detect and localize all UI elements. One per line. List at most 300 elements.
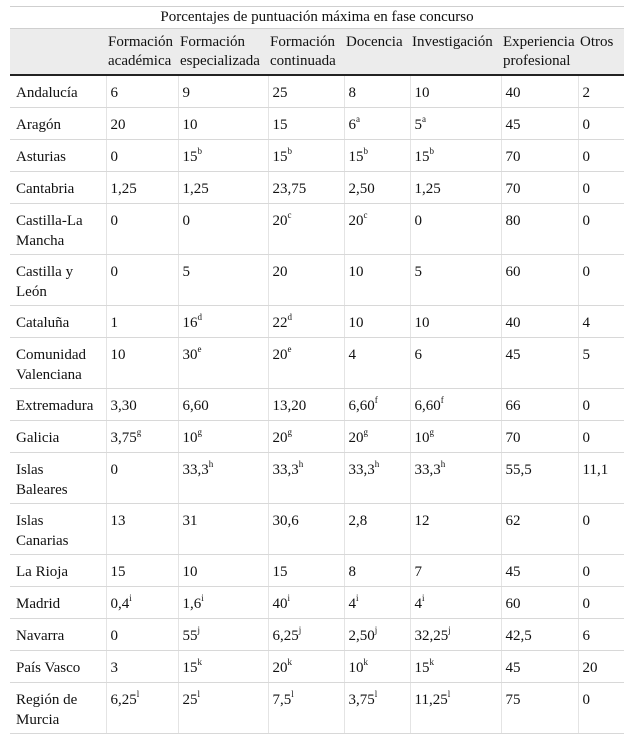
cell-value: 23,75 [272,181,307,197]
cell-value: 6 [582,628,590,644]
footnote-marker: d [197,312,202,322]
value-cell [501,504,578,555]
footnote-marker: g [197,427,202,437]
cell-value: 6,25 [272,628,299,644]
table-row [10,587,624,619]
value-cell [268,619,344,651]
cell-value: 33,3 [182,462,209,478]
cell-value: 45 [505,117,521,133]
cell-value: 10 [182,430,198,446]
header-row [10,29,624,75]
region-name: Madrid [16,596,61,612]
footnote-marker: i [201,593,204,603]
value-cell [268,108,344,140]
cell-value: 10 [348,264,364,280]
value-cell [106,204,178,255]
cell-value: 4 [348,347,356,363]
value-cell [106,389,178,421]
column-header [344,29,410,75]
cell-value: 6,60 [182,398,209,414]
cell-value: 20 [110,117,126,133]
footnote-marker: i [356,593,359,603]
footnote-marker: l [374,689,378,699]
cell-value: 0 [582,564,590,580]
cell-value: 12 [414,513,430,529]
footnote-marker: f [440,395,444,405]
cell-value: 6 [348,117,356,133]
cell-value: 2 [582,85,590,101]
cell-value: 30 [182,347,198,363]
cell-value: 62 [505,513,521,529]
cell-value: 6,25 [110,692,137,708]
value-cell [344,555,410,587]
cell-value: 4 [348,596,356,612]
cell-value: 5 [414,264,422,280]
value-cell [268,651,344,683]
table-title: Porcentajes de puntuación máxima en fase concurso [10,6,624,29]
column-header [10,29,106,75]
cell-value: 70 [505,149,521,165]
region-cell [10,453,106,504]
value-cell [410,140,501,172]
value-cell [178,683,268,734]
value-cell [410,651,501,683]
region-name: Canarias [16,533,69,549]
value-cell [578,172,624,204]
value-cell [344,389,410,421]
value-cell [178,204,268,255]
value-cell [178,651,268,683]
cell-value: 10 [414,430,430,446]
column-header [268,29,344,75]
cell-value: 10 [182,117,198,133]
column-header [410,29,501,75]
value-cell [344,453,410,504]
value-cell [501,306,578,338]
column-header [106,29,178,75]
cell-value: 6,60 [348,398,375,414]
value-cell [501,421,578,453]
value-cell [578,619,624,651]
region-cell [10,172,106,204]
value-cell [106,453,178,504]
value-cell [344,75,410,108]
cell-value: 2,8 [348,513,368,529]
cell-value: 10 [414,85,430,101]
cell-value: 4 [414,596,422,612]
value-cell [268,306,344,338]
cell-value: 0 [414,213,422,229]
cell-value: 3 [110,660,118,676]
cell-value: 1,25 [414,181,441,197]
region-name: Región de [16,692,78,708]
value-cell [501,338,578,389]
table-row [10,421,624,453]
footnote-marker: k [287,657,292,667]
value-cell [501,172,578,204]
region-cell [10,421,106,453]
value-cell [178,255,268,306]
column-header [578,29,624,75]
region-cell [10,140,106,172]
cell-value: 15 [272,149,288,165]
cell-value: 3,30 [110,398,137,414]
value-cell [268,453,344,504]
cell-value: 0 [182,213,190,229]
value-cell [578,453,624,504]
cell-value: 10 [110,347,126,363]
value-cell [344,587,410,619]
value-cell [106,338,178,389]
value-cell [501,453,578,504]
cell-value: 40 [272,596,288,612]
value-cell [344,504,410,555]
value-cell [578,140,624,172]
cell-value: 0 [110,462,118,478]
cell-value: 10 [414,315,430,331]
column-header-line: Docencia [346,34,403,50]
region-name: Extremadura [16,398,94,414]
cell-value: 40 [505,315,521,331]
value-cell [178,555,268,587]
table-row [10,306,624,338]
value-cell [106,140,178,172]
region-cell [10,504,106,555]
value-cell [410,587,501,619]
cell-value: 16 [182,315,198,331]
value-cell [410,255,501,306]
value-cell [268,75,344,108]
cell-value: 33,3 [414,462,441,478]
value-cell [106,75,178,108]
value-cell [178,504,268,555]
table-row [10,204,624,255]
table-body [10,75,624,734]
table-row [10,651,624,683]
table-row [10,255,624,306]
region-cell [10,255,106,306]
cell-value: 20 [348,213,364,229]
cell-value: 55,5 [505,462,532,478]
cell-value: 25 [272,85,288,101]
value-cell [410,204,501,255]
value-cell [268,338,344,389]
cell-value: 15 [414,149,430,165]
cell-value: 42,5 [505,628,532,644]
footnote-marker: d [287,312,292,322]
footnote-marker: b [363,146,368,156]
cell-value: 1,25 [182,181,209,197]
value-cell [501,587,578,619]
cell-value: 33,3 [272,462,299,478]
value-cell [410,555,501,587]
cell-value: 0 [582,149,590,165]
value-cell [106,255,178,306]
value-cell [501,108,578,140]
cell-value: 25 [182,692,198,708]
table-row [10,389,624,421]
value-cell [410,619,501,651]
value-cell [106,587,178,619]
value-cell [578,683,624,734]
column-header-line: académica [108,53,172,69]
footnote-marker: b [287,146,292,156]
cell-value: 8 [348,85,356,101]
footnote-marker: h [298,459,304,469]
value-cell [344,204,410,255]
cell-value: 20 [272,213,288,229]
value-cell [501,255,578,306]
region-cell [10,108,106,140]
cell-value: 2,50 [348,181,375,197]
cell-value: 40 [505,85,521,101]
cell-value: 0 [110,264,118,280]
value-cell [178,587,268,619]
cell-value: 15 [110,564,126,580]
cell-value: 13,20 [272,398,307,414]
value-cell [501,555,578,587]
cell-value: 5 [182,264,190,280]
footnote-marker: b [429,146,434,156]
region-name: Islas [16,462,44,478]
cell-value: 55 [182,628,198,644]
value-cell [410,75,501,108]
column-header-line: Otros [580,34,614,50]
value-cell [344,421,410,453]
region-name: Islas [16,513,44,529]
value-cell [178,619,268,651]
cell-value: 10 [348,315,364,331]
region-cell [10,389,106,421]
footnote-marker: k [429,657,434,667]
cell-value: 60 [505,596,521,612]
cell-value: 15 [272,117,288,133]
region-name: País Vasco [16,660,81,676]
region-name: Valenciana [16,367,82,383]
footnote-marker: a [356,114,360,124]
region-name: Asturias [16,149,66,165]
footnote-marker: k [197,657,202,667]
cell-value: 20 [272,660,288,676]
region-name: Comunidad [16,347,86,363]
column-header-line: Investigación [412,34,493,50]
value-cell [178,389,268,421]
column-header-line: especializada [180,53,260,69]
table-row [10,683,624,734]
cell-value: 22 [272,315,288,331]
footnote-marker: h [208,459,214,469]
value-cell [106,651,178,683]
value-cell [578,108,624,140]
footnote-marker: i [129,593,132,603]
table-row [10,453,624,504]
value-cell [268,204,344,255]
cell-value: 30,6 [272,513,299,529]
cell-value: 0 [582,513,590,529]
cell-value: 32,25 [414,628,449,644]
value-cell [501,619,578,651]
column-header [178,29,268,75]
cell-value: 70 [505,430,521,446]
cell-value: 15 [348,149,364,165]
footnote-marker: h [374,459,380,469]
column-header-line: continuada [270,53,336,69]
value-cell [268,683,344,734]
value-cell [178,306,268,338]
column-header-line: profesional [503,53,571,69]
value-cell [344,651,410,683]
value-cell [106,421,178,453]
region-name: Baleares [16,482,68,498]
value-cell [410,453,501,504]
value-cell [268,504,344,555]
value-cell [501,140,578,172]
cell-value: 0 [582,117,590,133]
footnote-marker: a [422,114,426,124]
value-cell [410,389,501,421]
footnote-marker: g [429,427,434,437]
cell-value: 6 [414,347,422,363]
cell-value: 1,6 [182,596,202,612]
cell-value: 8 [348,564,356,580]
value-cell [268,389,344,421]
value-cell [410,172,501,204]
cell-value: 10 [182,564,198,580]
value-cell [178,140,268,172]
cell-value: 0,4 [110,596,130,612]
value-cell [410,421,501,453]
region-name: León [16,284,47,300]
cell-value: 15 [272,564,288,580]
cell-value: 66 [505,398,521,414]
scores-table [10,29,624,734]
cell-value: 1,25 [110,181,137,197]
region-cell [10,338,106,389]
cell-value: 45 [505,660,521,676]
table-container [10,6,624,734]
cell-value: 80 [505,213,521,229]
cell-value: 6 [110,85,118,101]
region-name: Navarra [16,628,65,644]
cell-value: 1 [110,315,118,331]
value-cell [178,453,268,504]
value-cell [344,338,410,389]
value-cell [268,140,344,172]
cell-value: 20 [272,430,288,446]
value-cell [344,306,410,338]
value-cell [344,140,410,172]
value-cell [106,619,178,651]
region-name: Mancha [16,233,65,249]
region-cell [10,683,106,734]
value-cell [501,204,578,255]
cell-value: 15 [414,660,430,676]
cell-value: 0 [582,596,590,612]
table-row [10,338,624,389]
footnote-marker: l [197,689,201,699]
cell-value: 2,50 [348,628,375,644]
cell-value: 0 [110,149,118,165]
cell-value: 0 [582,430,590,446]
column-header-line: Formación [270,34,335,50]
cell-value: 6,60 [414,398,441,414]
cell-value: 45 [505,564,521,580]
cell-value: 9 [182,85,190,101]
value-cell [178,172,268,204]
region-cell [10,619,106,651]
region-cell [10,75,106,108]
value-cell [268,172,344,204]
value-cell [578,306,624,338]
value-cell [106,306,178,338]
region-cell [10,587,106,619]
value-cell [344,255,410,306]
footnote-marker: c [287,210,292,220]
value-cell [578,421,624,453]
footnote-marker: g [287,427,292,437]
value-cell [344,172,410,204]
cell-value: 20 [272,347,288,363]
value-cell [178,421,268,453]
value-cell [344,108,410,140]
cell-value: 11,25 [414,692,448,708]
value-cell [410,108,501,140]
column-header-line: Formación [108,34,173,50]
value-cell [106,683,178,734]
value-cell [410,504,501,555]
value-cell [344,683,410,734]
cell-value: 20 [272,264,288,280]
footnote-marker: i [287,593,291,603]
value-cell [268,255,344,306]
value-cell [578,389,624,421]
column-header-line: Experiencia [503,34,575,50]
value-cell [106,504,178,555]
cell-value: 11,1 [582,462,609,478]
footnote-marker: e [197,344,202,354]
value-cell [268,587,344,619]
cell-value: 15 [182,660,198,676]
region-name: Andalucía [16,85,78,101]
footnote-marker: f [374,395,378,405]
value-cell [178,338,268,389]
footnote-marker: j [197,625,201,635]
region-name: Aragón [16,117,61,133]
value-cell [410,683,501,734]
cell-value: 0 [110,628,118,644]
column-header [501,29,578,75]
value-cell [410,306,501,338]
cell-value: 0 [582,398,590,414]
value-cell [501,651,578,683]
table-row [10,140,624,172]
cell-value: 0 [582,213,590,229]
region-cell [10,204,106,255]
footnote-marker: g [363,427,368,437]
cell-value: 20 [582,660,598,676]
table-row [10,108,624,140]
value-cell [106,555,178,587]
footnote-marker: l [447,689,451,699]
cell-value: 0 [110,213,118,229]
cell-value: 4 [582,315,590,331]
cell-value: 3,75 [348,692,375,708]
value-cell [178,108,268,140]
footnote-marker: j [448,625,451,635]
value-cell [578,555,624,587]
cell-value: 10 [348,660,364,676]
column-header-line: Formación [180,34,245,50]
